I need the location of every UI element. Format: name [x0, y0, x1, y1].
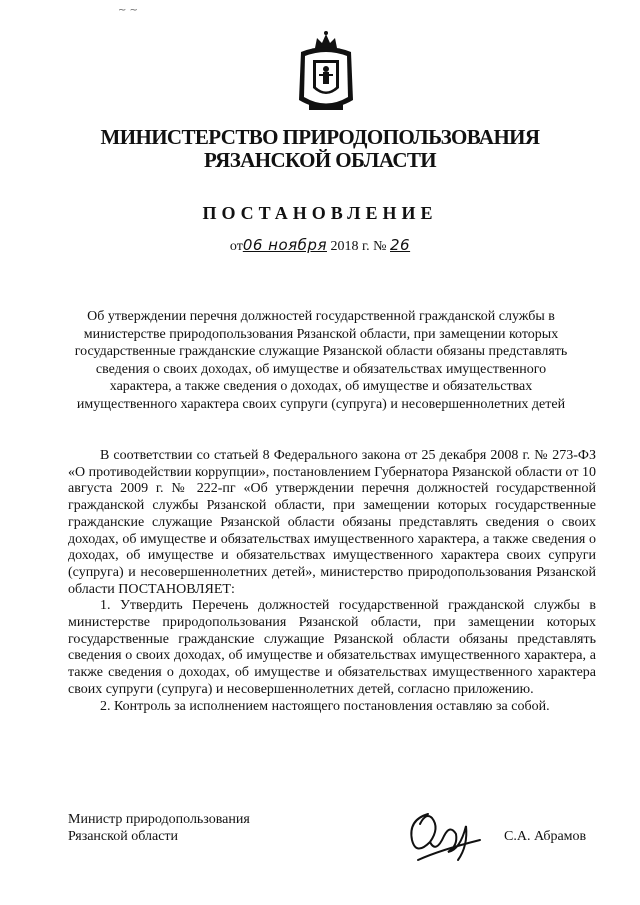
document-subject: Об утверждении перечня должностей государственной гражданской службы в министерстве природопользования Рязанской области, при замещении которых государственные гражданские служащие Рязанской области обязаны представлять сведения о своих доходах, об имуществе и обязательствах имущественного характера, а также сведения о доходах, об имуществе и обязательствах имущественного характера своих супруги (супруга) и несовершеннолетних детей	[74, 309, 568, 412]
date-prefix: от	[229, 239, 243, 254]
document-date-line	[0, 236, 640, 255]
document-type: ПОСТАНОВЛЕНИЕ	[202, 203, 438, 223]
signatory-position-line2: Рязанской области	[68, 829, 179, 844]
handwritten-number: 26	[390, 236, 411, 254]
item-1-paragraph: 1. Утвердить Перечень должностей государственной гражданской службы в министерстве природопользования Рязанской области, при замещении которых государственные гражданские служащие Рязанской области обязаны представлять сведения о своих доходах, об имуществе и обязательствах имущественного характера, а также сведения о доходах, об имуществе и обязательствах имущественного характера своих супруги (супруга) и несовершеннолетних детей, согласно приложению.	[68, 598, 596, 697]
number-prefix: №	[373, 239, 391, 254]
document-body	[68, 448, 596, 715]
signatory-position	[68, 811, 250, 845]
signatory-name: С.А. Абрамов	[504, 829, 587, 844]
ministry-name	[0, 126, 640, 172]
handwritten-date: 06 ноября	[242, 236, 327, 254]
ministry-name-line1: МИНИСТЕРСТВО ПРИРОДОПОЛЬЗОВАНИЯ	[100, 125, 540, 149]
scan-marks: ~ ~	[118, 5, 138, 16]
preamble-paragraph: В соответствии со статьей 8 Федерального закона от 25 декабря 2008 г. № 273-ФЗ «О противодействии коррупции», постановлением Губернатора Рязанской области от 10 августа 2009 г. № 222-пг «Об утверждении перечня должностей государственной гражданской службы Рязанской области, при замещении которых государственные гражданские служащие Рязанской области обязаны представлять сведения о своих доходах, об имуществе и обязательствах имущественного характера, а также сведения о доходах, об имуществе и обязательствах имущественного характера своих супруги (супруга) и несовершеннолетних детей», министерство природопользования Рязанской области ПОСТАНОВЛЯЕТ:	[68, 448, 596, 597]
item-2-paragraph: 2. Контроль за исполнением настоящего постановления оставляю за собой.	[100, 698, 550, 714]
ministry-name-line2: РЯЗАНСКОЙ ОБЛАСТИ	[203, 148, 437, 172]
date-year: 2018 г.	[326, 239, 374, 254]
coat-of-arms-emblem	[295, 30, 357, 118]
handwritten-signature	[400, 806, 490, 868]
signatory-position-line1: Министр природопользования	[68, 812, 250, 827]
